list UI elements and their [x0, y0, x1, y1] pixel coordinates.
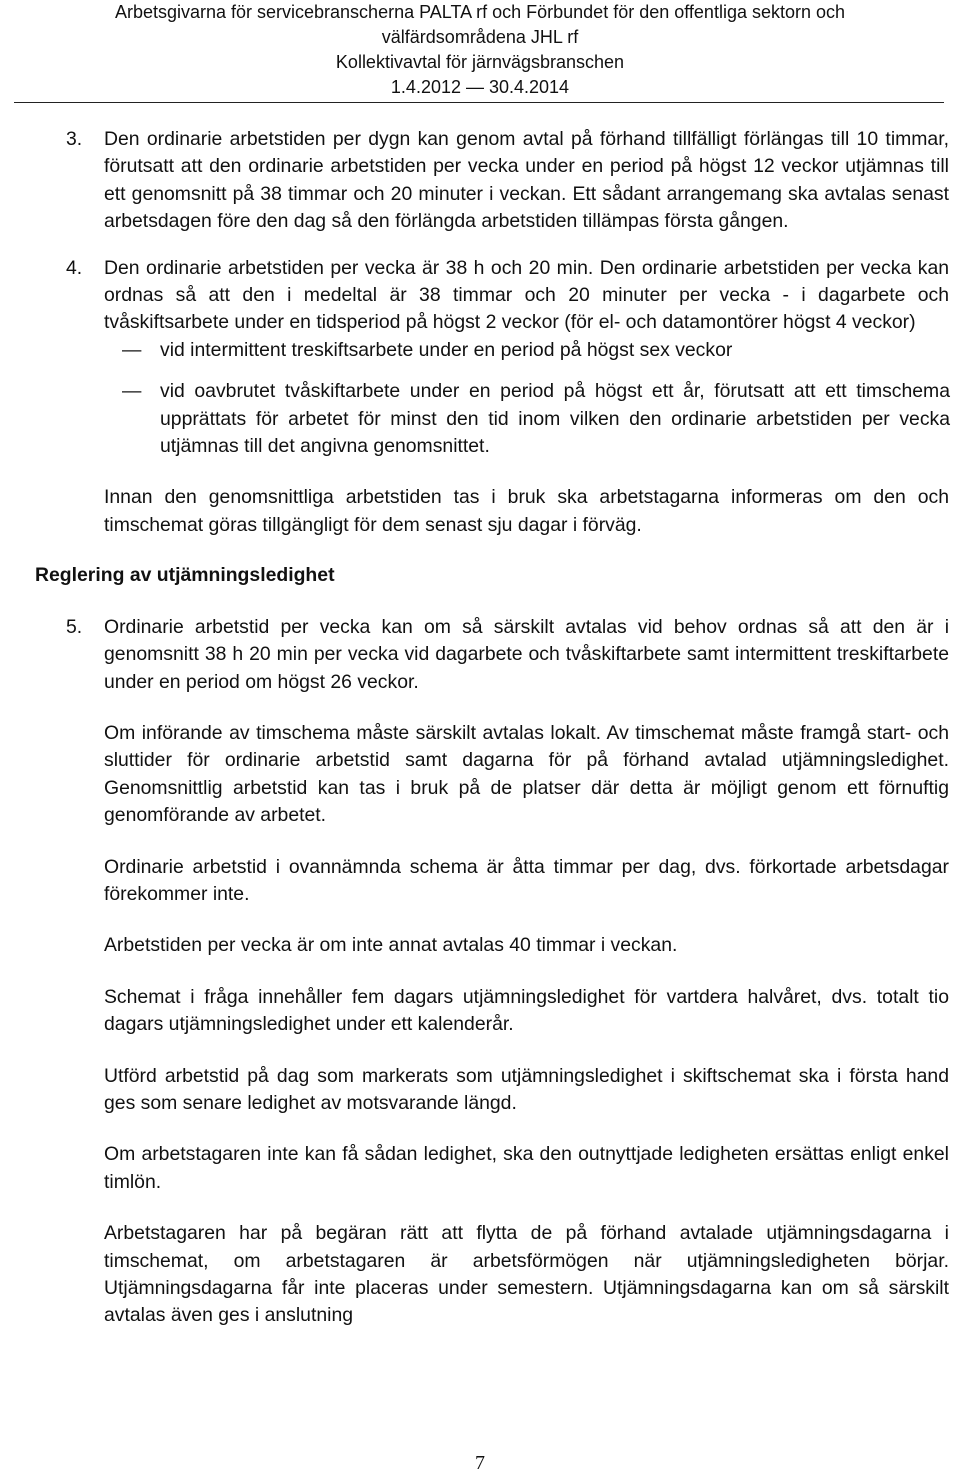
- list-item: [122, 378, 950, 460]
- paragraph: Om införande av timschema måste särskilt avtalas lokalt. Av timschemat måste framgå start- och sluttider för ordinarie arbetstid samt dagarna för på förhand avtalad utjämningsledighet. Genomsnittlig arbetstid kan tas i bruk på de platser där detta är möjligt genom ett förnuftig genomförande av arbetet.: [104, 721, 949, 827]
- section-3: [0, 126, 960, 236]
- dash-mark: —: [122, 380, 142, 403]
- section-number: 5.: [66, 615, 83, 638]
- paragraph: Arbetstagaren har på begäran rätt att flytta de på förhand avtalade utjämningsdagarna i timschemat, om arbetstagaren är arbetsförmögen när utjämningsledigheten börjar. Utjämningsdagarna får inte placeras under semestern. Utjämningsdagarna kan om så särskilt avtalas även ges i anslutning: [104, 1222, 949, 1327]
- section-text: Ordinarie arbetstid per vecka kan om så särskilt avtalas vid behov ordnas så att den är i genomsnitt 38 h 20 min per vecka vid dagarbete och tvåskiftarbete samt intermittent treskiftarbete under en period om högst 26 veckor.: [104, 615, 949, 693]
- section-text: Den ordinarie arbetstiden per dygn kan genom avtal på förhand tillfälligt förlängas till 10 timmar, förutsatt att den ordinarie arbetstiden per vecka under en period på högst 12 veckor utjämnas till ett genomsnitt på 38 timmar och 20 minuter i veckan. Ett sådant arrangemang ska avtalas senast arbetsdagen före den dag så den förlängda arbetstiden tillämpas första gången.: [104, 128, 949, 233]
- paragraph: Utförd arbetstid på dag som markerats som utjämningsledighet i skiftschemat ska i första hand ges som senare ledighet av motsvarande längd.: [104, 1064, 949, 1114]
- list-item: [122, 337, 950, 364]
- section-heading: Reglering av utjämningsledighet: [35, 564, 335, 587]
- section-5: [0, 614, 960, 696]
- paragraph: Om arbetstagaren inte kan få sådan ledighet, ska den outnyttjade ledigheten ersättas enligt enkel timlön.: [104, 1143, 949, 1193]
- dash-mark: —: [122, 338, 142, 361]
- section-lead: Den ordinarie arbetstiden per vecka är 38 h och 20 min.: [104, 256, 594, 279]
- header-agreement-title: Kollektivavtal för järnvägsbranschen: [335, 52, 625, 72]
- document-body: [0, 126, 960, 1330]
- document-header: [0, 0, 960, 100]
- section-number: 4.: [66, 256, 83, 279]
- section-number: 3.: [66, 128, 83, 150]
- header-divider: [14, 102, 944, 103]
- section-text: [104, 255, 949, 337]
- list-item-text: vid oavbrutet tvåskiftarbete under en period på högst ett år, förutsatt att ett timschema upprättats för arbetet för minst den tid inom vilken den ordinarie arbetstiden per vecka utjämnas till det angivna genomsnittet.: [160, 380, 950, 458]
- header-parties: Arbetsgivarna för servicebranscherna PALTA rf och Förbundet för den offentliga sektorn och: [114, 2, 846, 22]
- paragraph: Innan den genomsnittliga arbetstiden tas i bruk ska arbetstagarna informeras om den och timschemat göras tillgängligt för dem senast sju dagar i förväg.: [104, 486, 949, 536]
- list-item-text: vid intermittent treskiftsarbete under en period på högst sex veckor: [160, 338, 733, 361]
- header-parties-cont: välfärdsområdena JHL rf: [381, 27, 579, 47]
- page-number: 7: [475, 1452, 485, 1474]
- section-body: Den ordinarie arbetstiden per vecka kan ordnas så att den i medeltal är 38 timmar och 20 minuter per vecka - i dagarbete och tvåskiftsarbete under en tidsperiod på högst 2 veckor (för el- och datamontörer högst 4 veckor): [104, 256, 950, 334]
- header-period: 1.4.2012 — 30.4.2014: [390, 77, 570, 97]
- paragraph: Arbetstiden per vecka är om inte annat avtalas 40 timmar i veckan.: [104, 934, 678, 957]
- paragraph: Ordinarie arbetstid i ovannämnda schema är åtta timmar per dag, dvs. förkortade arbetsdagar förekommer inte.: [104, 855, 949, 905]
- paragraph: Schemat i fråga innehåller fem dagars utjämningsledighet för vartdera halvåret, dvs. totalt tio dagars utjämningsledighet under ett kalenderår.: [104, 985, 949, 1036]
- section-4: [0, 255, 960, 337]
